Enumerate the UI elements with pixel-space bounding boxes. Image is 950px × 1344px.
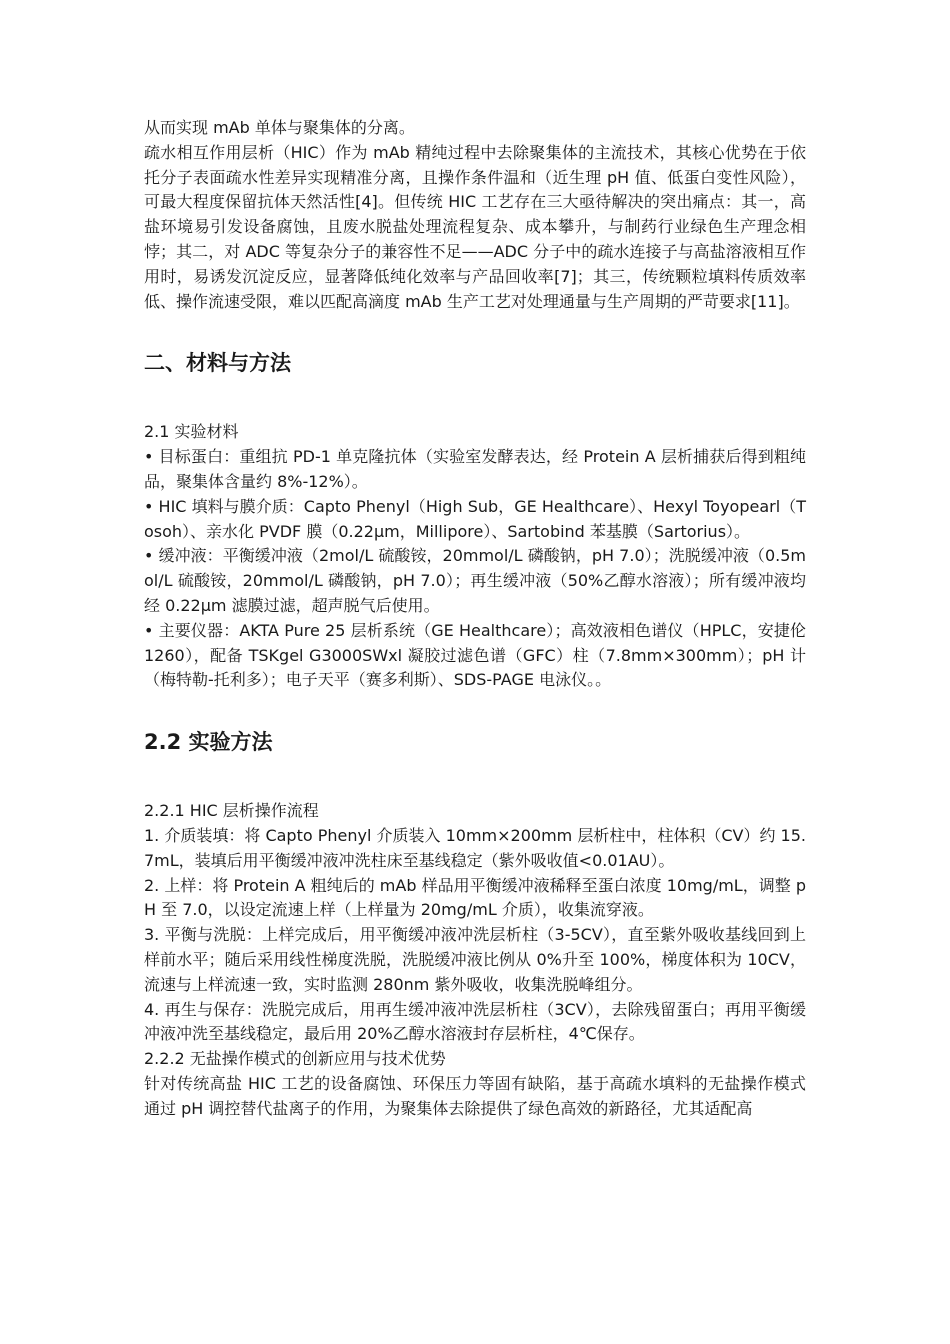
methods-heading: 2.2 实验方法 — [144, 730, 273, 755]
hic-step-elution: 3. 平衡与洗脱：上样完成后，用平衡缓冲液冲洗层析柱（3-5CV），直至紫外吸收基线回到上样前水平；随后采用线性梯度洗脱，洗脱缓冲液比例从 0%升至 100%，梯度体积为 10CV，流速与上样流速一致，实时监测 280nm 紫外吸收，收集洗脱峰组分。 — [144, 925, 806, 994]
materials-item-buffers: • 缓冲液：平衡缓冲液（2mol/L 硫酸铵，20mmol/L 磷酸钠，pH 7.0）；洗脱缓冲液（0.5mol/L 硫酸铵，20mmol/L 磷酸钠，pH 7.0）；再生缓冲液（50%乙醇水溶液）；所有缓冲液均经 0.22μm 滤膜过滤，超声脱气后使用。 — [144, 546, 806, 615]
hic-step-packing: 1. 介质装填：将 Capto Phenyl 介质装入 10mm×200mm 层析柱中，柱体积（CV）约 15.7mL，装填后用平衡缓冲液冲洗柱床至基线稳定（紫外吸收值<0.01AU）。 — [144, 825, 806, 870]
intro-paragraph-1: 从而实现 mAb 单体与聚集体的分离。 — [144, 118, 415, 137]
document-page — [144, 116, 806, 1122]
materials-title: 2.1 实验材料 — [144, 422, 239, 442]
hic-step-regeneration: 4. 再生与保存：洗脱完成后，用再生缓冲液冲洗层析柱（3CV），去除残留蛋白；再用平衡缓冲液冲洗至基线稳定，最后用 20%乙醇水溶液封存层析柱，4℃保存。 — [144, 999, 806, 1044]
materials-item-instruments: • 主要仪器：AKTA Pure 25 层析系统（GE Healthcare）；高效液相色谱仪（HPLC，安捷伦 1260），配备 TSKgel G3000SWxl 凝胶过滤色谱（GFC）柱（7.8mm×300mm）；pH 计（梅特勒-托利多）；电子天平（赛多利斯）、SDS-PAGE 电泳仪。。 — [144, 620, 806, 690]
materials-item-protein: • 目标蛋白：重组抗 PD-1 单克隆抗体（实验室发酵表达，经 Protein A 层析捕获后得到粗纯品，聚集体含量约 8%-12%）。 — [144, 447, 806, 491]
saltfree-paragraph: 针对传统高盐 HIC 工艺的设备腐蚀、环保压力等固有缺陷，基于高疏水填料的无盐操作模式通过 pH 调控替代盐离子的作用，为聚集体去除提供了绿色高效的新路径，尤其适配高 — [144, 1073, 806, 1118]
intro-paragraph-2: 疏水相互作用层析（HIC）作为 mAb 精纯过程中去除聚集体的主流技术，其核心优势在于依托分子表面疏水性差异实现精准分离，且操作条件温和（近生理 pH 值、低蛋白变性风险），可最大程度保留抗体天然活性[4]。但传统 HIC 工艺存在三大亟待解决的突出痛点：其一，高盐环境易引发设备腐蚀，且废水脱盐处理流程复杂、成本攀升，与制药行业绿色生产理念相悖；其二，对 ADC 等复杂分子的兼容性不足——ADC 分子中的疏水连接子与高盐溶液相互作用时，易诱发沉淀反应，显著降低纯化效率与产品回收率[7]；其三，传统颗粒填料传质效率低、操作流速受限，难以匹配高滴度 mAb 生产工艺对处理通量与生产周期的严苛要求[11]。 — [144, 142, 806, 311]
section-heading: 二、材料与方法 — [144, 351, 291, 376]
saltfree-title: 2.2.2 无盐操作模式的创新应用与技术优势 — [144, 1049, 446, 1069]
hic-step-loading: 2. 上样：将 Protein A 粗纯后的 mAb 样品用平衡缓冲液稀释至蛋白浓度 10mg/mL，调整 pH 至 7.0，以设定流速上样（上样量为 20mg/mL 介质），收集流穿液。 — [144, 875, 806, 920]
hic-procedure-title: 2.2.1 HIC 层析操作流程 — [144, 801, 319, 821]
materials-item-media: • HIC 填料与膜介质：Capto Phenyl（High Sub，GE Healthcare）、Hexyl Toyopearl（Tosoh）、亲水化 PVDF 膜（0.22μm，Millipore）、Sartobind 苯基膜（Sartorius）。 — [144, 496, 806, 541]
